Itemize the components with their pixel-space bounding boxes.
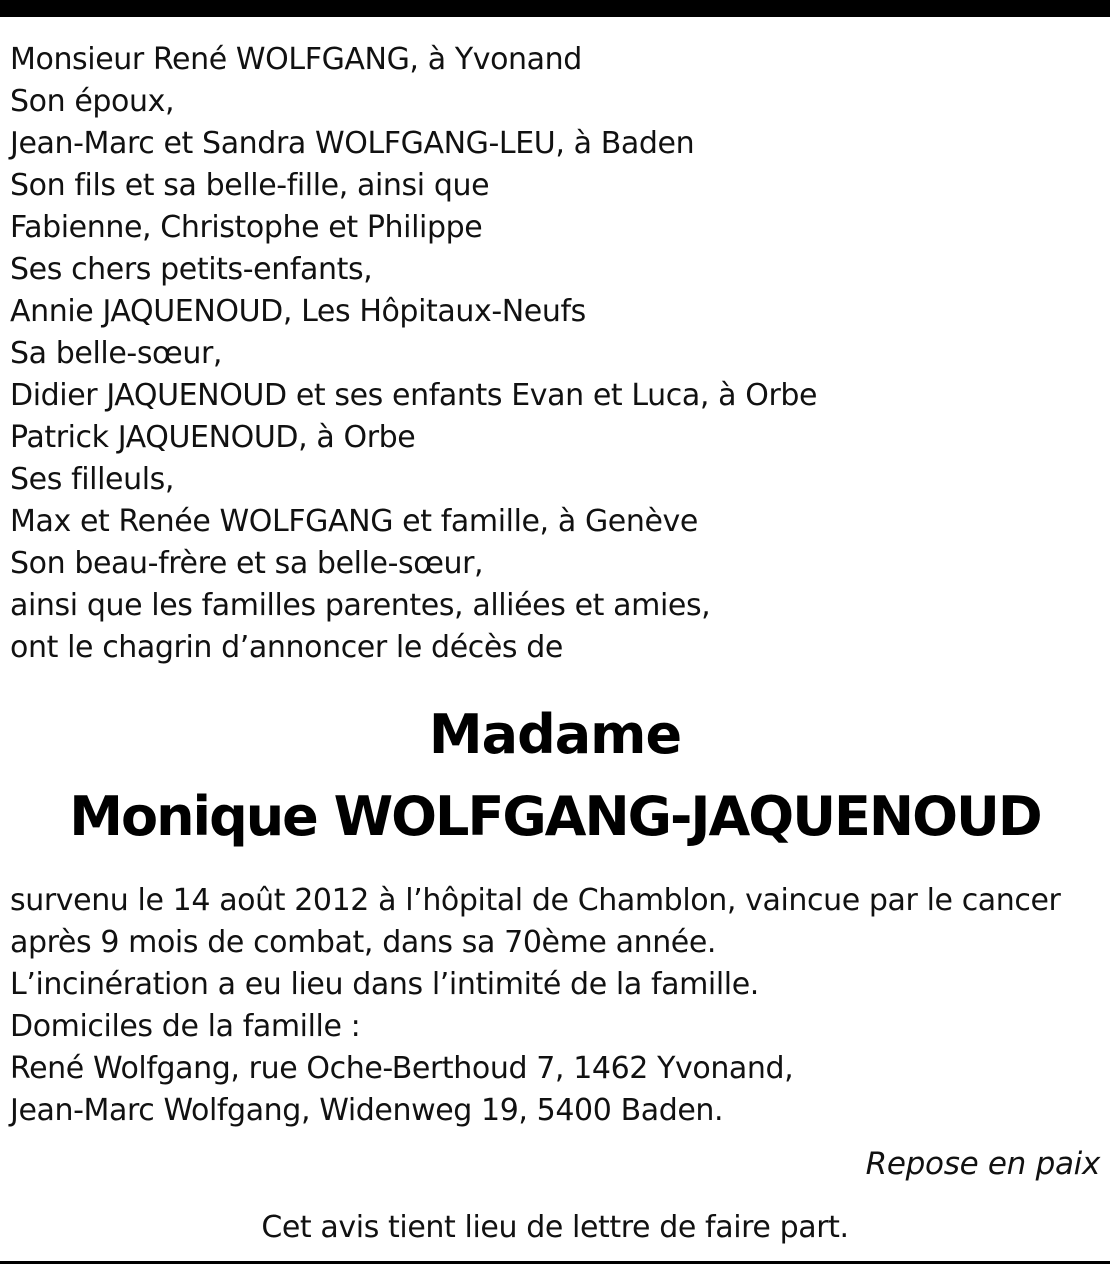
deceased-name: Monique WOLFGANG-JAQUENOUD xyxy=(69,785,1041,848)
family-line: Son fils et sa belle-fille, ainsi que xyxy=(10,168,490,203)
detail-line: Domiciles de la famille : xyxy=(10,1009,361,1044)
family-line: ont le chagrin d’annoncer le décès de xyxy=(10,630,563,665)
detail-line: survenu le 14 août 2012 à l’hôpital de Chamblon, vaincue par le cancer xyxy=(10,883,1061,918)
footer-note: Cet avis tient lieu de lettre de faire part. xyxy=(261,1210,849,1245)
family-line: Ses filleuls, xyxy=(10,462,175,497)
family-line: Son époux, xyxy=(10,84,175,119)
detail-line: après 9 mois de combat, dans sa 70ème année. xyxy=(10,925,717,960)
family-announcement-list xyxy=(10,39,817,669)
family-line: Annie JAQUENOUD, Les Hôpitaux-Neufs xyxy=(10,294,586,329)
family-line: Monsieur René WOLFGANG, à Yvonand xyxy=(10,42,582,77)
family-line: Fabienne, Christophe et Philippe xyxy=(10,210,483,245)
deceased-title: Madame xyxy=(428,703,682,766)
detail-line: René Wolfgang, rue Oche-Berthoud 7, 1462 Yvonand, xyxy=(10,1051,794,1086)
closing-phrase: Repose en paix xyxy=(865,1146,1100,1182)
family-line: Jean-Marc et Sandra WOLFGANG-LEU, à Baden xyxy=(10,126,695,161)
family-line: Patrick JAQUENOUD, à Orbe xyxy=(10,420,416,455)
family-line: Max et Renée WOLFGANG et famille, à Genève xyxy=(10,504,698,539)
family-line: Sa belle-sœur, xyxy=(10,336,223,371)
family-line: ainsi que les familles parentes, alliées et amies, xyxy=(10,588,711,623)
family-line: Didier JAQUENOUD et ses enfants Evan et Luca, à Orbe xyxy=(10,378,818,413)
family-line: Ses chers petits-enfants, xyxy=(10,252,373,287)
detail-line: L’incinération a eu lieu dans l’intimité de la famille. xyxy=(10,967,759,1002)
family-line: Son beau-frère et sa belle-sœur, xyxy=(10,546,484,581)
top-border-rule xyxy=(0,0,1110,17)
detail-line: Jean-Marc Wolfgang, Widenweg 19, 5400 Baden. xyxy=(10,1093,724,1128)
death-details-list xyxy=(10,880,1061,1132)
bottom-border-rule xyxy=(0,1261,1110,1264)
